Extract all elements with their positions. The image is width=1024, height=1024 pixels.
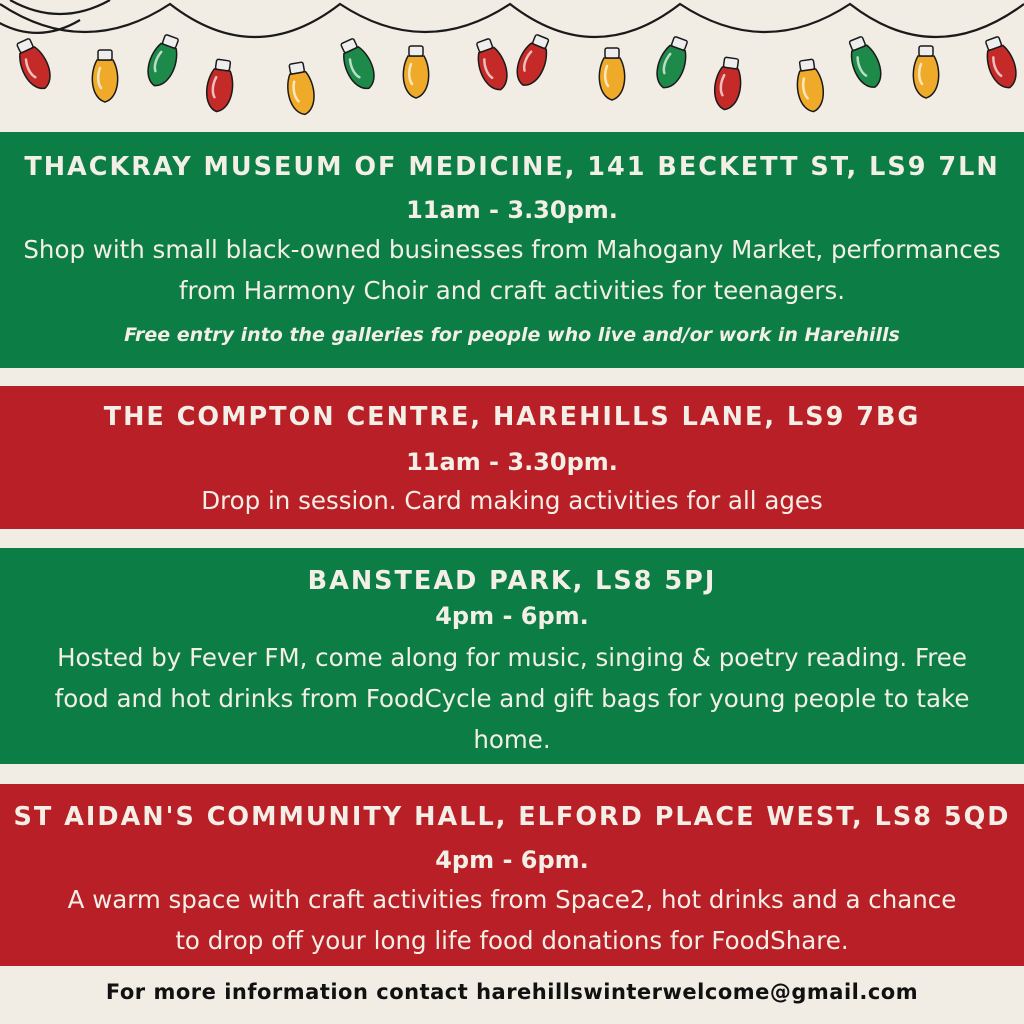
light-bulb-icon bbox=[511, 32, 554, 90]
event-card-st-aidans bbox=[0, 784, 1024, 966]
event-time: 11am - 3.30pm. bbox=[406, 448, 618, 476]
light-bulb-icon bbox=[599, 48, 624, 100]
venue-title: ST AIDAN'S COMMUNITY HALL, ELFORD PLACE WEST, LS8 5QD bbox=[13, 802, 1011, 832]
light-bulb-icon bbox=[335, 36, 380, 94]
light-bulb-icon bbox=[794, 58, 826, 113]
event-note: Free entry into the galleries for people who live and/or work in Harehills bbox=[124, 324, 900, 346]
event-time: 4pm - 6pm. bbox=[435, 846, 589, 874]
venue-title: BANSTEAD PARK, LS8 5PJ bbox=[307, 566, 717, 596]
light-bulb-icon bbox=[844, 34, 887, 92]
light-bulb-icon bbox=[471, 36, 513, 94]
event-description: Shop with small black-owned businesses from Mahogany Market, performances from Harmony Choir and craft activities for teenagers. bbox=[23, 235, 1001, 305]
light-bulb-icon bbox=[651, 34, 693, 92]
event-time: 11am - 3.30pm. bbox=[406, 196, 618, 224]
event-description: A warm space with craft activities from Space2, hot drinks and a chance to drop off your long life food donations for FoodShare. bbox=[67, 885, 957, 955]
light-bulb-icon bbox=[980, 34, 1022, 92]
light-bulb-icon bbox=[712, 56, 744, 111]
event-card-compton bbox=[0, 386, 1024, 529]
venue-title: THE COMPTON CENTRE, HAREHILLS LANE, LS9 7BG bbox=[103, 402, 921, 432]
light-bulb-icon bbox=[403, 46, 428, 98]
light-bulb-icon bbox=[11, 36, 56, 94]
contact-footer: For more information contact harehillswinterwelcome@gmail.com bbox=[105, 980, 919, 1004]
event-description: Hosted by Fever FM, come along for music, singing & poetry reading. Free food and hot drinks from FoodCycle and gift bags for young people to take home. bbox=[54, 643, 970, 754]
venue-title: THACKRAY MUSEUM OF MEDICINE, 141 BECKETT ST, LS9 7LN bbox=[24, 152, 1000, 182]
light-bulb-icon bbox=[204, 58, 236, 113]
event-time: 4pm - 6pm. bbox=[435, 602, 589, 630]
event-card-thackray bbox=[0, 132, 1024, 368]
event-description: Drop in session. Card making activities for all ages bbox=[201, 486, 823, 515]
event-card-banstead bbox=[0, 548, 1024, 764]
light-bulb-icon bbox=[913, 46, 938, 98]
light-bulb-icon bbox=[142, 32, 184, 90]
light-bulb-icon bbox=[283, 61, 317, 117]
light-bulb-icon bbox=[92, 50, 117, 102]
string-lights-icon bbox=[0, 0, 1024, 132]
